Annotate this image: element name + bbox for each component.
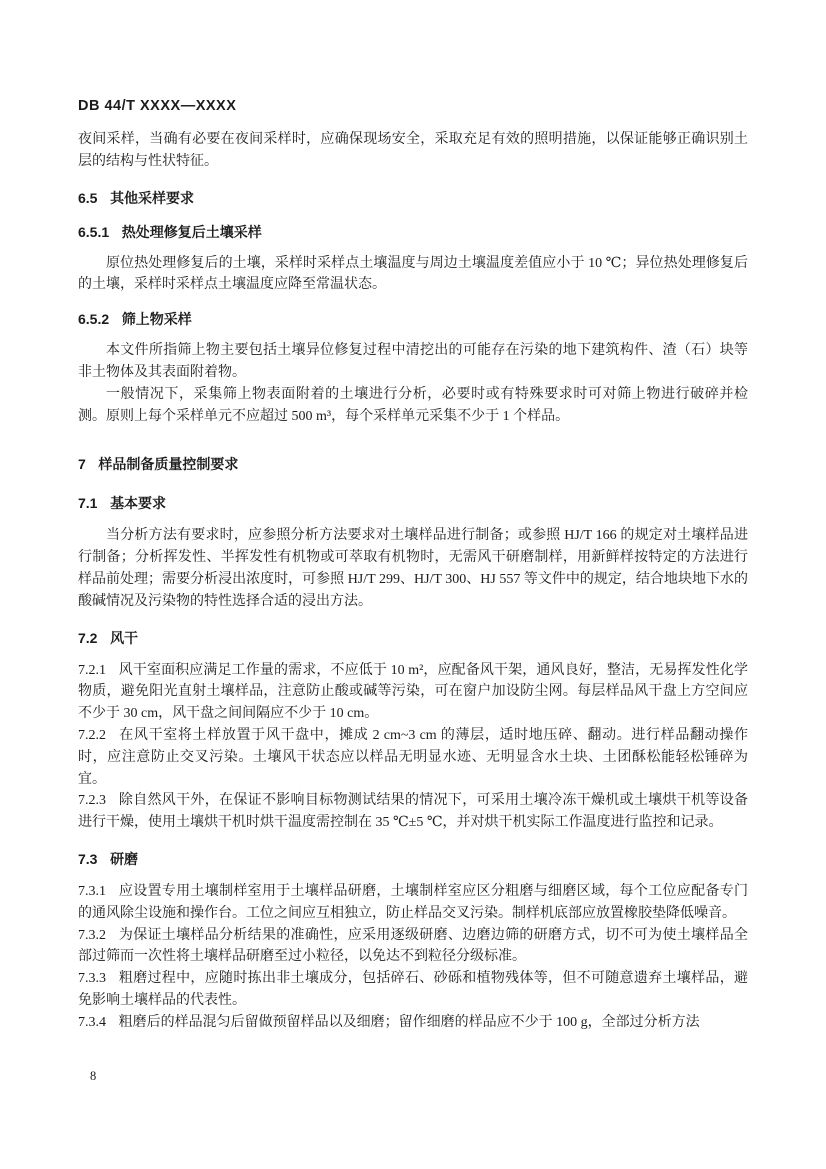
clause-7-2-3 [78, 790, 748, 834]
section-title: 热处理修复后土壤采样 [121, 223, 262, 240]
clause-7-3-2 [78, 925, 748, 969]
section-title: 研磨 [110, 850, 139, 867]
section-number: 6.5 [78, 189, 98, 206]
clause-number: 7.3.1 [78, 883, 106, 899]
section-heading-6-5-1 [78, 221, 748, 243]
page-number: 8 [90, 1069, 97, 1083]
clause-7-2-2 [78, 725, 748, 790]
clause-7-3-4 [78, 1012, 748, 1034]
clause-text: 风干室面积应满足工作量的需求，不应低于 10 m²，应配备风干架，通风良好，整洁，无易挥发性化学物质，避免阳光直射土壤样品，注意防止酸或碱等污染，可在窗户加设防尘网。每层样品风干盘上方空间应不少于 30 cm，风干盘之间间隔应不少于 10 cm。 [78, 662, 748, 722]
section-heading-6-5 [78, 187, 748, 209]
paragraph-oversize-sampling: 一般情况下，采集筛上物表面附着的土壤进行分析，必要时或有特殊要求时可对筛上物进行破碎并检测。原则上每个采样单元不应超过 500 m³，每个采样单元采集不少于 1 个样品。 [78, 386, 748, 424]
section-title: 风干 [110, 629, 139, 646]
clause-text: 粗磨过程中，应随时拣出非土壤成分，包括碎石、砂砾和植物残体等，但不可随意遗弃土壤样品，避免影响土壤样品的代表性。 [78, 971, 748, 1008]
clause-number: 7.2.2 [78, 727, 106, 743]
section-title: 基本要求 [110, 495, 167, 512]
clause-text: 粗磨后的样品混匀后留做预留样品以及细磨；留作细磨的样品应不少于 100 g，全部过分析方法 [118, 1014, 700, 1030]
clause-7-2-1 [78, 660, 748, 725]
clause-7-3-3 [78, 968, 748, 1012]
clause-number: 7.3.2 [78, 927, 106, 943]
clause-text: 除自然风干外，在保证不影响目标物测试结果的情况下，可采用土壤冷冻干燥机或土壤烘干机等设备进行干燥，使用土壤烘干机时烘干温度需控制在 35 ℃±5 ℃，并对烘干机实际工作温度进行监控和记录。 [78, 793, 748, 831]
chapter-number: 7 [78, 456, 86, 473]
clause-text: 为保证土壤样品分析结果的准确性，应采用逐级研磨、边磨边筛的研磨方式，切不可为使土壤样品全部过筛而一次性将土壤样品研磨至过小粒径，以免达不到粒径分级标准。 [78, 927, 748, 965]
clause-number: 7.3.3 [78, 971, 106, 987]
running-header: DB 44/T XXXX—XXXX [78, 98, 237, 114]
section-number: 7.3 [78, 850, 98, 867]
paragraph-thermal-remediation: 原位热处理修复后的土壤，采样时采样点土壤温度与周边土壤温度差值应小于 10 ℃；异位热处理修复后的土壤，采样时采样点土壤温度应降至常温状态。 [78, 255, 748, 293]
clause-number: 7.2.3 [78, 793, 106, 809]
section-number: 6.5.1 [78, 223, 110, 240]
section-title: 筛上物采样 [121, 311, 192, 328]
section-number: 7.2 [78, 629, 98, 646]
clause-text: 应设置专用土壤制样室用于土壤样品研磨，土壤制样室应区分粗磨与细磨区域，每个工位应配备专门的通风除尘设施和操作台。工位之间应互相独立，防止样品交叉污染。制样机底部应放置橡胶垫降低噪音。 [78, 883, 748, 921]
section-number: 6.5.2 [78, 311, 110, 328]
section-heading-7-2 [78, 627, 748, 649]
paragraph-oversize-definition: 本文件所指筛上物主要包括土壤异位修复过程中清挖出的可能存在污染的地下建筑构件、渣（石）块等非土物体及其表面附着物。 [78, 343, 748, 380]
section-number: 7.1 [78, 495, 98, 512]
clause-7-3-1 [78, 881, 748, 925]
section-heading-7-3 [78, 848, 748, 870]
clause-number: 7.3.4 [78, 1014, 106, 1030]
section-title: 其他采样要求 [110, 189, 195, 206]
chapter-title: 样品制备质量控制要求 [98, 456, 239, 473]
clause-number: 7.2.1 [78, 662, 106, 678]
section-heading-7-1 [78, 492, 748, 514]
paragraph-night-sampling: 夜间采样，当确有必要在夜间采样时，应确保现场安全，采取充足有效的照明措施，以保证能够正确识别土层的结构与性状特征。 [78, 132, 748, 169]
chapter-heading-7 [78, 453, 748, 475]
paragraph-basic-requirements: 当分析方法有要求时，应参照分析方法要求对土壤样品进行制备；或参照 HJ/T 166 的规定对土壤样品进行制备；分析挥发性、半挥发性有机物或可萃取有机物时，无需风干研磨制样，用新鲜样按特定的方法进行样品前处理；需要分析浸出浓度时，可参照 HJ/T 299、HJ/T 300、HJ 557 等文件中的规定，结合地块地下水的酸碱情况及污染物的特性选择合适的浸出方法。 [78, 528, 748, 609]
clause-text: 在风干室将土样放置于风干盘中，摊成 2 cm~3 cm 的薄层，适时地压碎、翻动。进行样品翻动操作时，应注意防止交叉污染。土壤风干状态应以样品无明显水迹、无明显含水土块、土团酥松能轻松锤碎为宜。 [78, 727, 748, 787]
section-heading-6-5-2 [78, 308, 748, 330]
